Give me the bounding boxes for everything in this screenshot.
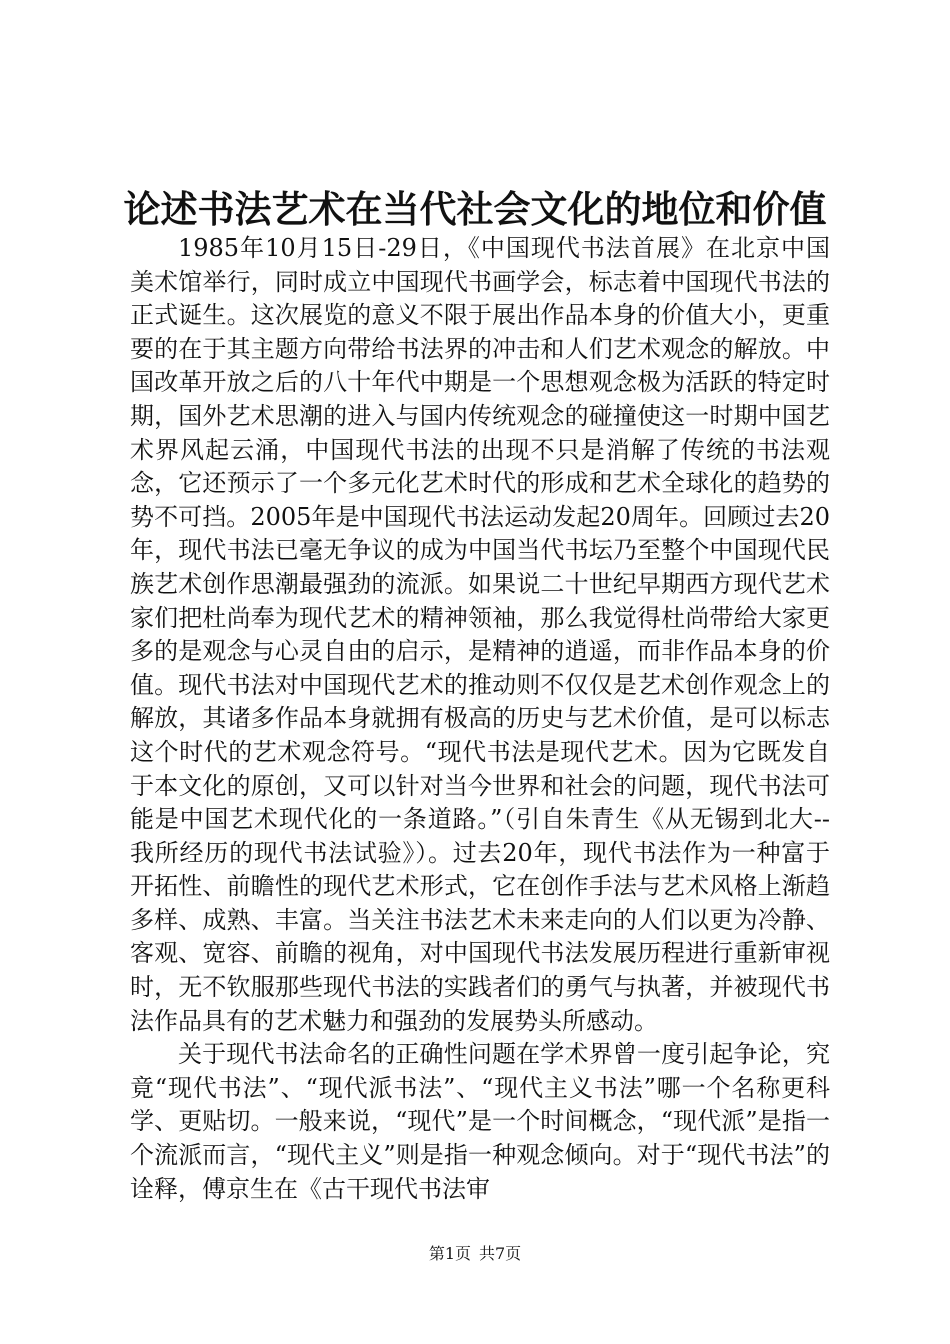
paragraph-1: 1985年10月15日-29日，《中国现代书法首展》在北京中国美术馆举行，同时成立中国现代书画学会，标志着中国现代书法的正式诞生。这次展览的意义不限于展出作品本身的价值大小，更重要的在于其主题方向带给书法界的冲击和人们艺术观念的解放。中国改革开放之后的八十年代中期是一个思想观念极为活跃的特定时期，国外艺术思潮的进入与国内传统观念的碰撞使这一时期中国艺术界风起云涌，中国现代书法的出现不只是消解了传统的书法观念，它还预示了一个多元化艺术时代的形成和艺术全球化的趋势的势不可挡。2005年是中国现代书法运动发起20周年。回顾过去20年，现代书法已毫无争议的成为中国当代书坛乃至整个中国现代民族艺术创作思潮最强劲的流派。如果说二十世纪早期西方现代艺术家们把杜尚奉为现代艺术的精神领袖，那么我觉得杜尚带给大家更多的是观念与心灵自由的启示，是精神的逍遥，而非作品本身的价值。现代书法对中国现代艺术的推动则不仅仅是艺术创作观念上的解放，其诸多作品本身就拥有极高的历史与艺术价值，是可以标志这个时代的艺术观念符号。“现代书法是现代艺术。因为它既发自于本文化的原创，又可以针对当今世界和社会的问题，现代书法可能是中国艺术现代化的一条道路。”（引自朱青生《从无锡到北大--我所经历的现代书法试验》）。过去20年，现代书法作为一种富于开拓性、前瞻性的现代艺术形式，它在创作手法与艺术风格上渐趋多样、成熟、丰富。当关注书法艺术未来走向的人们以更为冷静、客观、宽容、前瞻的视角，对中国现代书法发展历程进行重新审视时，无不钦服那些现代书法的实践者们的勇气与执著，并被现代书法作品具有的艺术魅力和强劲的发展势头所感动。: [130, 234, 830, 1035]
document-body: [130, 232, 830, 1206]
document-title: 论述书法艺术在当代社会文化的地位和价值: [123, 187, 827, 231]
paragraph-2: 关于现代书法命名的正确性问题在学术界曾一度引起争论，究竟“现代书法”、“现代派书法”、“现代主义书法”哪一个名称更科学、更贴切。一般来说，“现代”是一个时间概念，“现代派”是指一个流派而言，“现代主义”则是指一种观念倾向。对于“现代书法”的诠释，傅京生在《古干现代书法审: [130, 1040, 830, 1203]
page-total: 共7页: [479, 1244, 522, 1263]
page-number: 第1页: [428, 1244, 471, 1263]
page-footer: [0, 1244, 950, 1264]
